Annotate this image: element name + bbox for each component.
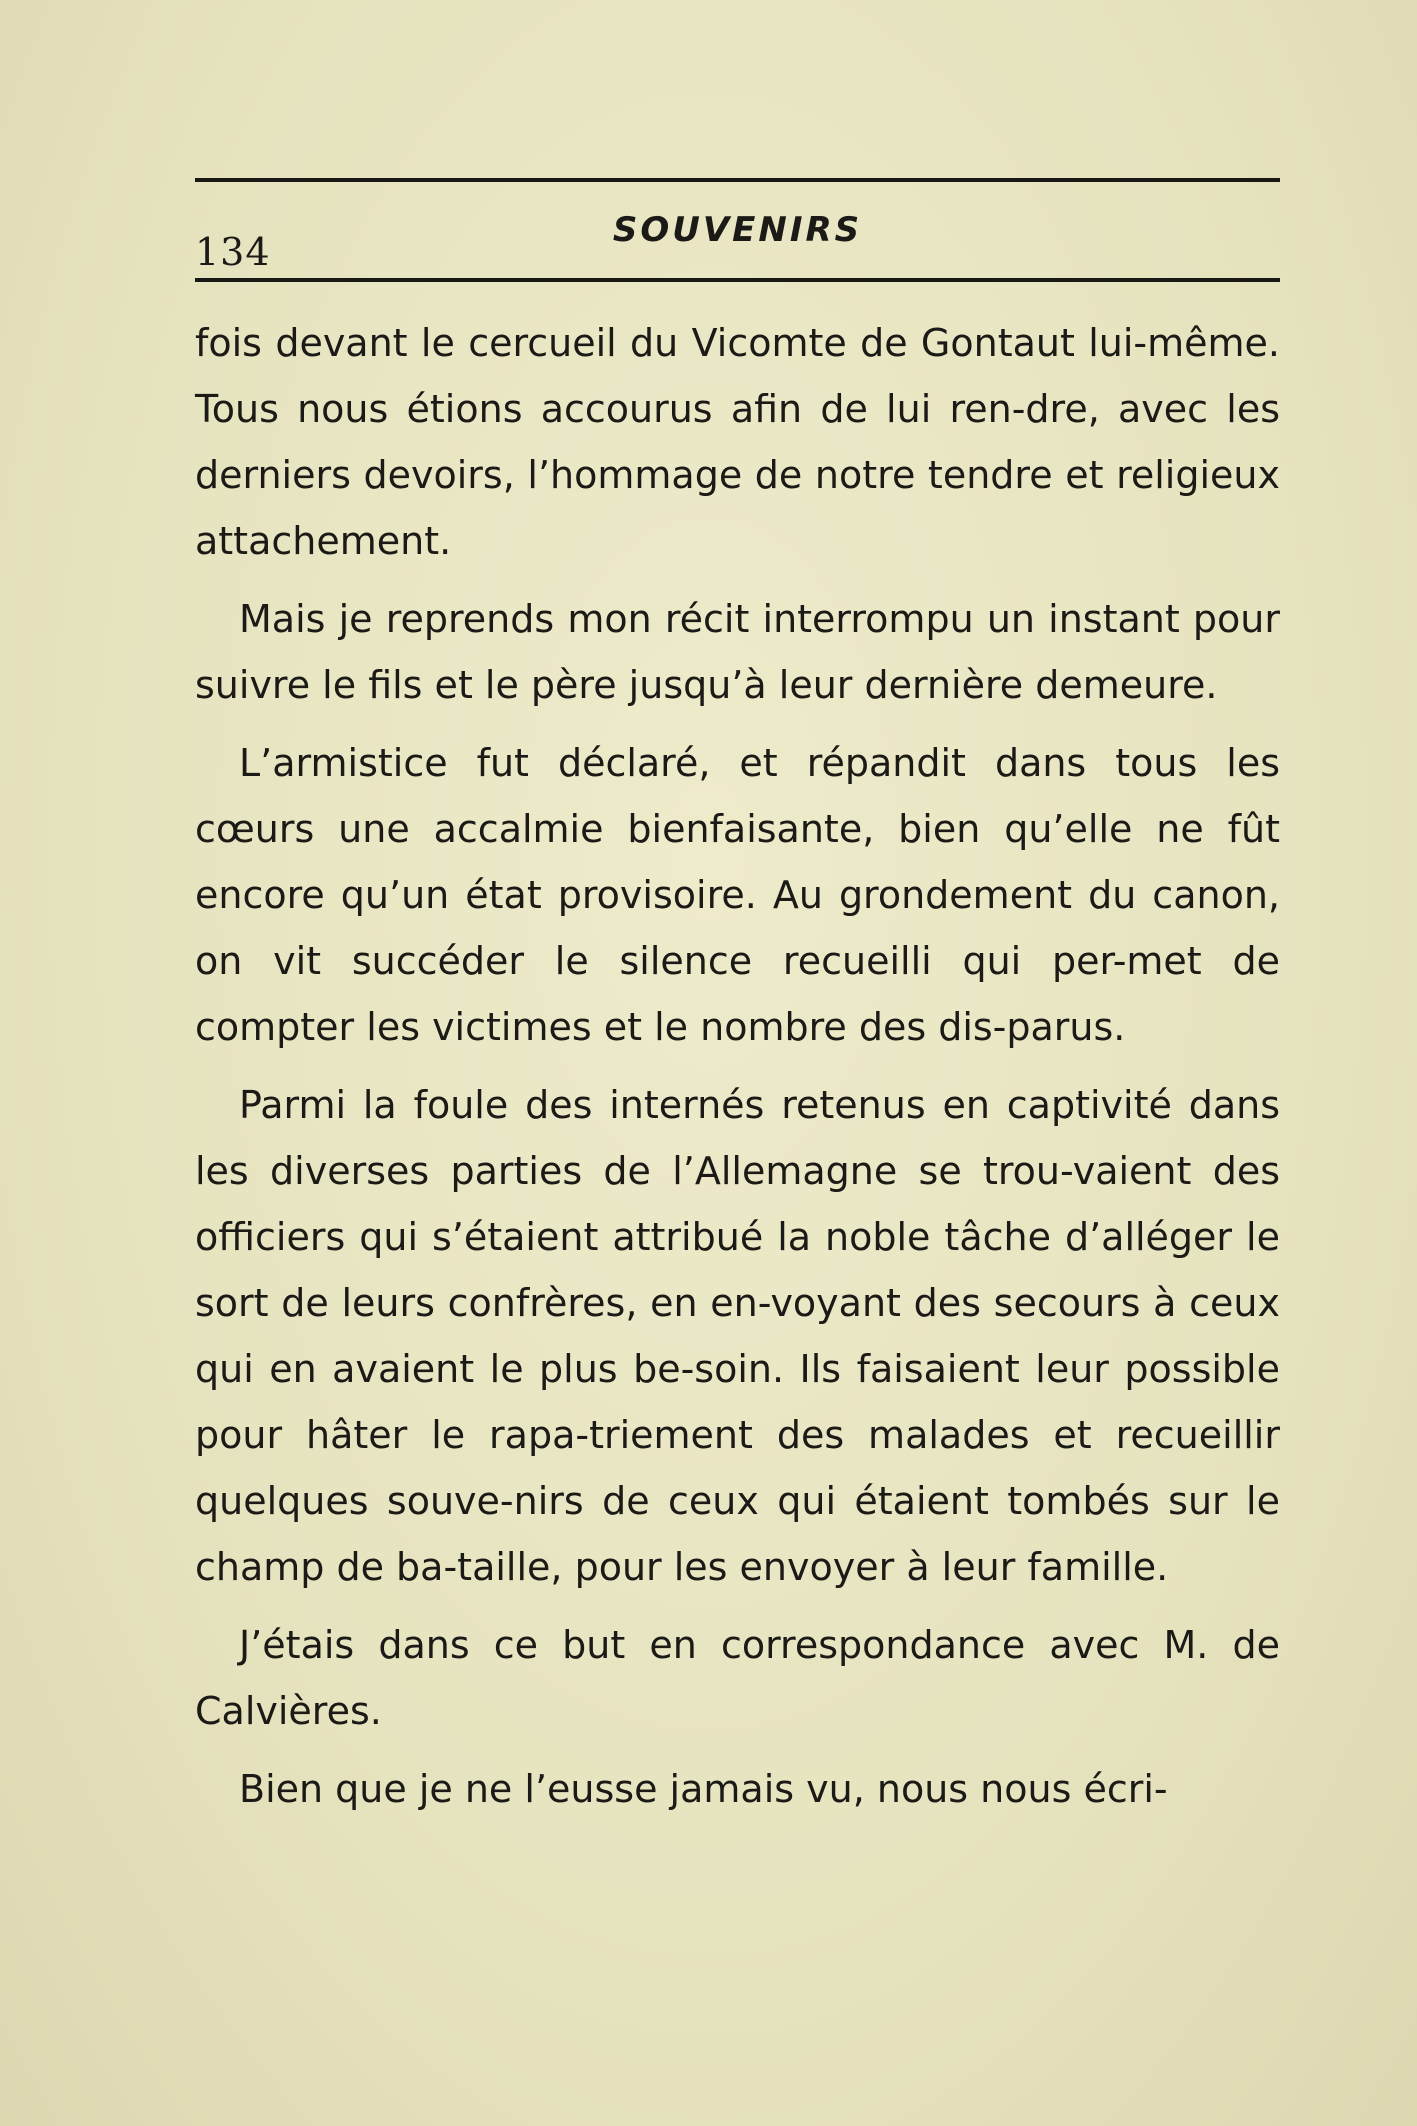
book-page: [195, 170, 1280, 2090]
paragraph-4: Parmi la foule des internés retenus en captivité dans les diverses parties de l’Allemagne se trou-vaient des officiers qui s’étaient attribué la noble tâche d’alléger le sort de leurs confrères, en en-voyant des secours à ceux qui en avaient le plus be-soin. Ils faisaient leur possible pour hâter le rapa-triement des malades et recueillir quelques souve-nirs de ceux qui étaient tombés sur le champ de ba-taille, pour les envoyer à leur famille.: [195, 1083, 1280, 1589]
header-rule-top: [195, 178, 1280, 182]
paragraph-3: L’armistice fut déclaré, et répandit dans tous les cœurs une accalmie bienfaisante, bien qu’elle ne fût encore qu’un état provisoire. Au grondement du canon, on vit succéder le silence recueilli qui per-met de compter les victimes et le nombre des dis-parus.: [195, 741, 1280, 1049]
paragraph-5: J’étais dans ce but en correspondance avec M. de Calvières.: [195, 1623, 1280, 1733]
running-title: SOUVENIRS: [612, 210, 863, 250]
header-rule-bottom: [195, 278, 1280, 282]
running-head: [195, 192, 1280, 272]
paragraph-6: Bien que je ne l’eusse jamais vu, nous nous écri-: [239, 1767, 1168, 1811]
paragraph-1: fois devant le cercueil du Vicomte de Gontaut lui-même. Tous nous étions accourus afin de lui ren-dre, avec les derniers devoirs, l’hommage de notre tendre et religieux attachement.: [195, 321, 1280, 563]
body-text: [195, 310, 1280, 1834]
page-number: 134: [195, 230, 271, 274]
paragraph-2: Mais je reprends mon récit interrompu un instant pour suivre le fils et le père jusqu’à leur dernière demeure.: [195, 597, 1280, 707]
